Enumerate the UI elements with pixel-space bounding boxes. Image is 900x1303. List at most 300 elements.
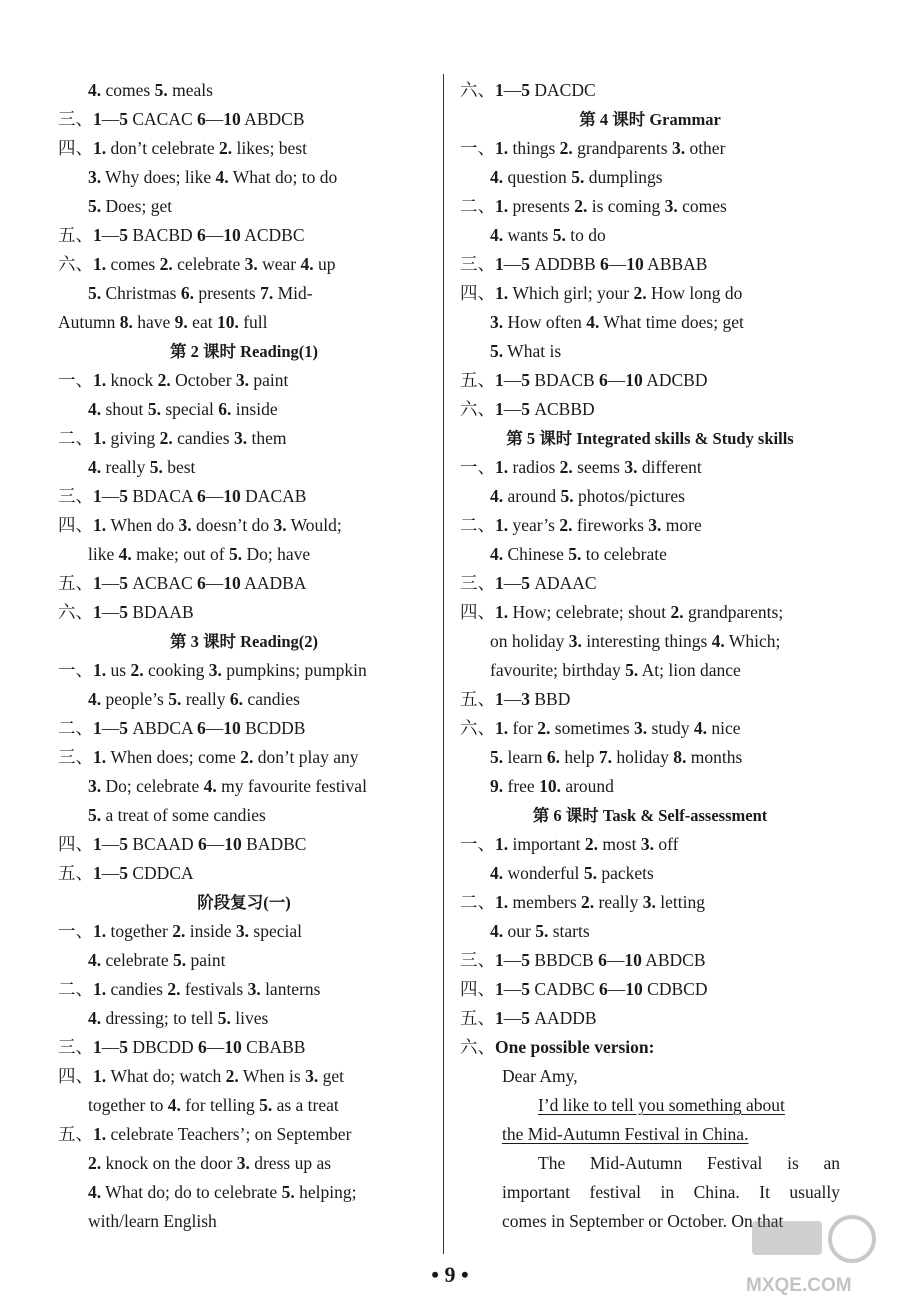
bold-text: 4. xyxy=(88,457,102,477)
bold-text: 5. xyxy=(154,80,168,100)
bold-text: 6 xyxy=(600,254,609,274)
line-text: presents xyxy=(508,196,575,216)
line-text: for xyxy=(508,718,538,738)
bold-text: 3. xyxy=(624,457,638,477)
answer-line xyxy=(58,1004,430,1033)
bold-text: 7. xyxy=(260,283,274,303)
line-text: 三、 xyxy=(58,1037,93,1057)
line-text: Would; xyxy=(286,515,342,535)
bold-text: 10 xyxy=(223,225,241,245)
line-text: BCAAD xyxy=(128,834,199,854)
line-text: — xyxy=(503,399,522,419)
answer-line xyxy=(58,917,430,946)
line-text: letting xyxy=(655,892,705,912)
answer-line xyxy=(460,946,840,975)
line-text: At; lion dance xyxy=(638,660,741,680)
bold-text: 5 xyxy=(119,573,128,593)
line-text: — xyxy=(503,573,522,593)
line-text: up xyxy=(313,254,336,274)
line-text: What do; watch xyxy=(106,1066,226,1086)
bold-text: 5. xyxy=(228,544,243,564)
line-text: 二、 xyxy=(460,196,495,216)
line-text: 五、 xyxy=(58,1124,93,1144)
answer-line xyxy=(460,540,840,569)
line-text: candies xyxy=(106,979,168,999)
line-text: as a treat xyxy=(272,1095,339,1115)
line-text: 四、 xyxy=(58,1066,93,1086)
line-text: 一、 xyxy=(460,457,495,477)
line-text: most xyxy=(598,834,641,854)
line-text: — xyxy=(205,225,224,245)
line-text: don’t celebrate xyxy=(106,138,220,158)
answer-line xyxy=(58,1033,430,1062)
line-text: Mid- xyxy=(273,283,313,303)
right-column xyxy=(460,76,840,1236)
bold-text: 1 xyxy=(93,602,102,622)
line-text: comes xyxy=(101,80,155,100)
bold-text: 1 xyxy=(93,109,102,129)
bold-text: 1 xyxy=(93,863,102,883)
answer-line xyxy=(460,859,840,888)
bold-text: 2. xyxy=(633,283,647,303)
bold-text: 10. xyxy=(216,312,239,332)
line-text: seems xyxy=(572,457,625,477)
line-text: other xyxy=(685,138,726,158)
answer-line xyxy=(460,888,840,917)
bold-text: 3. xyxy=(642,892,656,912)
bold-text: 4. xyxy=(300,254,314,274)
line-text: our xyxy=(503,921,536,941)
line-text: get xyxy=(318,1066,344,1086)
bold-text: 10 xyxy=(626,254,644,274)
line-text: Does; get xyxy=(101,196,173,216)
line-text: festivals xyxy=(180,979,248,999)
line-text: nice xyxy=(706,718,741,738)
line-text: BBD xyxy=(530,689,571,709)
bold-text: 5. xyxy=(88,283,102,303)
bold-text: 1 xyxy=(495,80,504,100)
bold-text: 6 xyxy=(599,370,608,390)
line-text: 三、 xyxy=(460,573,495,593)
bold-text: 3. xyxy=(273,515,287,535)
bold-text: 3 xyxy=(521,689,530,709)
bold-text: 10 xyxy=(223,573,241,593)
bold-text: 6 xyxy=(599,979,608,999)
line-text: helping; xyxy=(294,1182,357,1202)
answer-line xyxy=(460,569,840,598)
bold-text: 4. xyxy=(711,631,725,651)
line-text: — xyxy=(503,1008,522,1028)
line-text: — xyxy=(503,979,522,999)
line-text: for telling xyxy=(180,1095,260,1115)
line-text: 五、 xyxy=(58,573,93,593)
answer-line xyxy=(58,598,430,627)
line-text: What do; to do xyxy=(228,167,338,187)
line-text: 一、 xyxy=(58,921,93,941)
bold-text: 4. xyxy=(490,863,504,883)
line-text: with/learn English xyxy=(88,1211,217,1231)
line-text: interesting things xyxy=(581,631,712,651)
line-text: sometimes xyxy=(550,718,635,738)
line-text: BACBD xyxy=(128,225,198,245)
bold-text: 6. xyxy=(180,283,194,303)
bold-text: 1 xyxy=(495,689,504,709)
bold-text: 4. xyxy=(215,167,229,187)
line-text: eat xyxy=(187,312,217,332)
bold-text: 1. xyxy=(93,1124,107,1144)
line-text: 三、 xyxy=(58,747,93,767)
bold-text: 2. xyxy=(167,979,181,999)
bold-text: 2. xyxy=(240,747,254,767)
bold-text: 2. xyxy=(88,1153,102,1173)
bold-text: 1. xyxy=(495,834,509,854)
bold-text: 10 xyxy=(625,370,643,390)
answer-line xyxy=(58,1062,430,1091)
bold-text: 5 xyxy=(119,863,128,883)
answer-line xyxy=(58,946,430,975)
bold-text: 4. xyxy=(88,80,102,100)
answer-line xyxy=(460,743,840,772)
answer-line xyxy=(460,76,840,105)
line-text: fireworks xyxy=(572,515,649,535)
line-text: candies xyxy=(243,689,300,709)
answer-line xyxy=(460,772,840,801)
answer-line xyxy=(460,192,840,221)
bold-text: 10 xyxy=(223,486,241,506)
line-text: is coming xyxy=(587,196,665,216)
line-text: 六、 xyxy=(58,254,93,274)
bold-text: 4. xyxy=(88,950,102,970)
line-text: comes xyxy=(677,196,727,216)
line-text: candies xyxy=(172,428,234,448)
line-text: 一、 xyxy=(58,660,93,680)
line-text: really xyxy=(101,457,150,477)
line-text: like xyxy=(88,544,119,564)
bold-text: 2. xyxy=(219,138,233,158)
line-text: What is xyxy=(503,341,562,361)
line-text: wonderful xyxy=(503,863,584,883)
answer-line xyxy=(58,395,430,424)
bold-text: 3. xyxy=(490,312,504,332)
bold-text: 10 xyxy=(624,950,642,970)
answer-line xyxy=(58,540,430,569)
answer-line xyxy=(58,1207,430,1236)
answer-line xyxy=(58,105,430,134)
line-text: off xyxy=(653,834,679,854)
bold-text: 5. xyxy=(568,544,582,564)
bold-text: 4. xyxy=(88,1008,102,1028)
line-text: 一、 xyxy=(460,834,495,854)
line-text: wants xyxy=(503,225,553,245)
line-text: How; celebrate; shout xyxy=(508,602,671,622)
line-text: pumpkins; pumpkin xyxy=(221,660,367,680)
answer-line xyxy=(460,250,840,279)
line-text: 一、 xyxy=(58,370,93,390)
line-text: inside xyxy=(231,399,278,419)
line-text: Which girl; your xyxy=(508,283,634,303)
bold-text: 5 xyxy=(521,1008,530,1028)
line-text: important festival in China. It usually xyxy=(502,1182,840,1202)
bold-text: 第 5 课时 Integrated skills & Study skills xyxy=(506,429,794,448)
line-text: ADAAC xyxy=(530,573,597,593)
bold-text: 4. xyxy=(490,167,504,187)
answer-line xyxy=(58,134,430,163)
bold-text: 1. xyxy=(93,370,107,390)
bold-text: 3. xyxy=(88,776,102,796)
bold-text: 1 xyxy=(93,718,102,738)
answer-line xyxy=(460,221,840,250)
line-text: paint xyxy=(186,950,226,970)
line-text: AADBA xyxy=(240,573,307,593)
bold-text: 1. xyxy=(93,254,107,274)
line-text: CBABB xyxy=(241,1037,306,1057)
watermark-text: MXQE.COM xyxy=(746,1275,852,1296)
answer-line xyxy=(58,76,430,105)
bold-text: 1 xyxy=(93,1037,102,1057)
answer-line xyxy=(460,627,840,656)
line-text: 二、 xyxy=(58,718,93,738)
line-text: have xyxy=(132,312,175,332)
bold-text: 2. xyxy=(574,196,588,216)
answer-line xyxy=(58,685,430,714)
line-text: people’s xyxy=(101,689,169,709)
bold-text: 10. xyxy=(539,776,561,796)
line-text: more xyxy=(661,515,702,535)
line-text: 六、 xyxy=(460,399,495,419)
line-text: 三、 xyxy=(460,950,495,970)
line-text: — xyxy=(101,573,120,593)
bold-text: 1. xyxy=(93,1066,107,1086)
bold-text: 7. xyxy=(598,747,612,767)
bold-text: 1 xyxy=(495,254,504,274)
bold-text: 3. xyxy=(664,196,678,216)
line-text: lives xyxy=(230,1008,269,1028)
line-text: comes xyxy=(106,254,160,274)
line-text: 五、 xyxy=(58,225,93,245)
line-text: together to xyxy=(88,1095,168,1115)
bold-text: 5. xyxy=(571,167,585,187)
bold-text: 10 xyxy=(223,718,241,738)
answer-line xyxy=(58,975,430,1004)
answer-line xyxy=(460,1149,840,1178)
line-text: 五、 xyxy=(460,689,495,709)
bold-text: 8. xyxy=(673,747,687,767)
line-text: Which; xyxy=(724,631,781,651)
column-divider xyxy=(443,74,444,1254)
bold-text: 5. xyxy=(259,1095,273,1115)
answer-line xyxy=(58,1178,430,1207)
answer-line xyxy=(58,772,430,801)
line-text: 三、 xyxy=(58,486,93,506)
bold-text: 2. xyxy=(559,138,573,158)
bold-text: 1. xyxy=(93,747,107,767)
line-text: likes; best xyxy=(232,138,307,158)
line-text: Dear Amy, xyxy=(502,1066,578,1086)
bold-text: 5. xyxy=(490,341,504,361)
bold-text: 10 xyxy=(224,834,242,854)
answer-line xyxy=(460,656,840,685)
section-heading xyxy=(460,105,840,134)
bold-text: 10 xyxy=(625,979,643,999)
line-text: around xyxy=(503,486,561,506)
bold-text: 1. xyxy=(495,718,509,738)
line-text: inside xyxy=(185,921,236,941)
bold-text: 1 xyxy=(495,399,504,419)
answer-line xyxy=(460,279,840,308)
line-text: — xyxy=(503,254,522,274)
bold-text: 3. xyxy=(648,515,662,535)
line-text: — xyxy=(503,80,522,100)
line-text: BDACB xyxy=(530,370,600,390)
bold-text: 1. xyxy=(495,196,509,216)
answer-line xyxy=(58,714,430,743)
bold-text: 3. xyxy=(235,370,250,390)
bold-text: 3. xyxy=(178,515,192,535)
line-text: — xyxy=(503,950,522,970)
bold-text: 1 xyxy=(93,834,102,854)
line-text: DACDC xyxy=(530,80,596,100)
bold-text: 5 xyxy=(119,225,128,245)
bold-text: 3. xyxy=(305,1066,319,1086)
line-text: to celebrate xyxy=(581,544,667,564)
bold-text: 5. xyxy=(583,863,597,883)
line-text: What do; do to celebrate xyxy=(101,1182,282,1202)
line-text: 二、 xyxy=(58,428,93,448)
line-text: full xyxy=(238,312,268,332)
answer-line xyxy=(460,482,840,511)
bold-text: 4. xyxy=(693,718,707,738)
bold-text: 1. xyxy=(93,921,107,941)
answer-line xyxy=(58,569,430,598)
bold-text: 3. xyxy=(568,631,582,651)
bold-text: 5 xyxy=(521,979,530,999)
answer-line xyxy=(460,453,840,482)
bold-text: 1 xyxy=(495,573,504,593)
line-text: question xyxy=(503,167,572,187)
bold-text: 4. xyxy=(88,399,102,419)
bold-text: 1 xyxy=(93,486,102,506)
line-text: — xyxy=(503,689,522,709)
line-text: Do; celebrate xyxy=(101,776,204,796)
bold-text: 2. xyxy=(159,428,173,448)
bold-text: 4. xyxy=(586,312,600,332)
line-text: important xyxy=(508,834,585,854)
answer-line xyxy=(58,830,430,859)
line-text: AADDB xyxy=(530,1008,597,1028)
line-text: learn xyxy=(503,747,547,767)
bold-text: 2. xyxy=(159,254,173,274)
line-text: When is xyxy=(238,1066,306,1086)
answer-line xyxy=(58,482,430,511)
section-heading xyxy=(58,888,430,917)
bold-text: 2. xyxy=(581,892,595,912)
line-text: really xyxy=(181,689,230,709)
bold-text: 1 xyxy=(93,225,102,245)
answer-line xyxy=(58,511,430,540)
answer-line xyxy=(58,308,430,337)
bold-text: 5 xyxy=(119,834,128,854)
bold-text: 5. xyxy=(281,1182,295,1202)
line-text: 四、 xyxy=(58,515,93,535)
bold-text: 5. xyxy=(490,747,504,767)
bold-text: 2. xyxy=(172,921,186,941)
line-text: Do; have xyxy=(242,544,311,564)
answer-line xyxy=(58,801,430,830)
bold-text: 1. xyxy=(495,892,509,912)
bold-text: 5. xyxy=(147,399,161,419)
bold-text: 1. xyxy=(495,457,509,477)
bold-text: 5. xyxy=(149,457,163,477)
answer-line xyxy=(460,1062,840,1091)
bold-text: 2. xyxy=(157,370,171,390)
line-text: a treat of some candies xyxy=(101,805,266,825)
bold-text: 5. xyxy=(560,486,574,506)
bold-text: One possible version: xyxy=(495,1037,655,1057)
line-text: dressing; to tell xyxy=(101,1008,218,1028)
bold-text: 5 xyxy=(119,486,128,506)
line-text: on holiday xyxy=(490,631,569,651)
bold-text: 8. xyxy=(119,312,133,332)
bold-text: 第 4 课时 Grammar xyxy=(579,110,721,129)
bold-text: 5 xyxy=(521,254,530,274)
line-text: ADDBB xyxy=(530,254,601,274)
bold-text: 10 xyxy=(224,1037,242,1057)
bold-text: 9. xyxy=(174,312,188,332)
line-text: BDACA xyxy=(128,486,198,506)
left-column xyxy=(58,76,430,1236)
watermark-logo xyxy=(742,1207,882,1297)
answer-line xyxy=(460,685,840,714)
line-text: knock xyxy=(106,370,158,390)
bold-text: 5 xyxy=(119,109,128,129)
line-text: 五、 xyxy=(460,370,495,390)
bold-text: 3. xyxy=(671,138,686,158)
line-text: 二、 xyxy=(460,515,495,535)
line-text: 二、 xyxy=(460,892,495,912)
line-text: — xyxy=(503,370,522,390)
bold-text: 5. xyxy=(552,225,566,245)
bold-text: 5 xyxy=(119,718,128,738)
bold-text: 6. xyxy=(229,689,244,709)
answer-line xyxy=(460,1033,840,1062)
bold-text: 3. xyxy=(88,167,102,187)
bold-text: 3. xyxy=(236,1153,250,1173)
line-text: help xyxy=(559,747,599,767)
section-heading xyxy=(460,424,840,453)
line-text: special xyxy=(249,921,302,941)
line-text: cooking xyxy=(143,660,209,680)
bold-text: 5. xyxy=(88,196,102,216)
answer-line xyxy=(58,656,430,685)
line-text: How long do xyxy=(646,283,743,303)
line-text: 五、 xyxy=(58,863,93,883)
bold-text: 6 xyxy=(197,225,206,245)
line-text: — xyxy=(205,109,224,129)
line-text: holiday xyxy=(612,747,674,767)
answer-line xyxy=(58,279,430,308)
line-text: October xyxy=(170,370,236,390)
line-text: shout xyxy=(101,399,148,419)
bold-text: 4. xyxy=(490,486,504,506)
line-text: DBCDD xyxy=(128,1037,199,1057)
bold-text: 2. xyxy=(537,718,551,738)
bold-text: 6 xyxy=(198,1037,207,1057)
line-text: — xyxy=(101,834,120,854)
answer-line xyxy=(58,453,430,482)
line-text: months xyxy=(686,747,743,767)
line-text: — xyxy=(206,834,225,854)
bold-text: 1. xyxy=(93,979,107,999)
